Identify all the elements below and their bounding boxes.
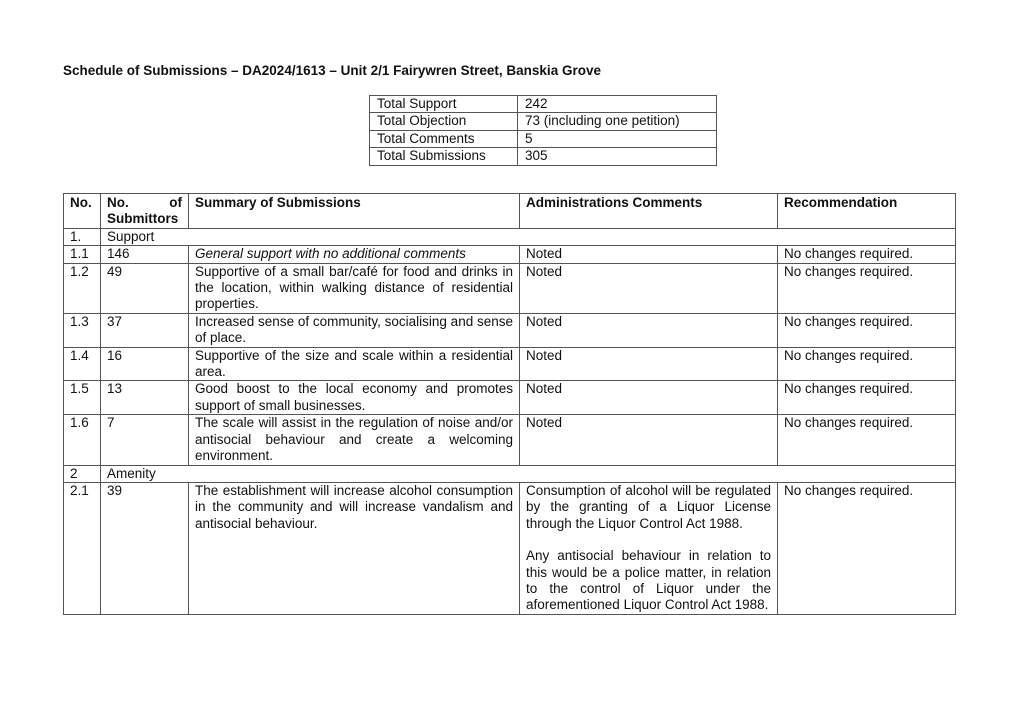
admin-comment-paragraph-2: Any antisocial behaviour in relation to this would be a police matter, in relation to the control of Liquor under the aforementioned Liquor Control Act 1988. (526, 548, 771, 613)
row-recommendation: No changes required. (778, 381, 956, 415)
table-row (64, 415, 956, 465)
totals-value: 305 (518, 148, 717, 165)
section-row (64, 465, 956, 482)
row-admin-comment: Noted (520, 347, 778, 381)
header-recommendation: Recommendation (778, 194, 956, 229)
table-row (64, 482, 956, 614)
totals-table (369, 95, 717, 166)
row-number: 1.2 (64, 263, 101, 313)
row-submitter-count: 13 (101, 381, 189, 415)
section-number: 1. (64, 228, 101, 245)
paragraph-spacer (526, 532, 771, 548)
row-recommendation: No changes required. (778, 313, 956, 347)
row-submitter-count: 49 (101, 263, 189, 313)
header-submitters-word-3: Submittors (107, 211, 179, 227)
section-row (64, 228, 956, 245)
totals-row (370, 130, 717, 147)
section-title: Amenity (101, 465, 956, 482)
row-submitter-count: 146 (101, 246, 189, 263)
row-admin-comment: Noted (520, 415, 778, 465)
totals-value: 73 (including one petition) (518, 113, 717, 130)
table-row (64, 263, 956, 313)
row-recommendation: No changes required. (778, 246, 956, 263)
totals-label: Total Submissions (370, 148, 518, 165)
table-row (64, 381, 956, 415)
table-row (64, 347, 956, 381)
row-number: 2.1 (64, 482, 101, 614)
totals-label: Total Support (370, 96, 518, 113)
header-submitters-word-1: No. (107, 195, 129, 210)
row-number: 1.1 (64, 246, 101, 263)
row-admin-comment: Noted (520, 313, 778, 347)
section-number: 2 (64, 465, 101, 482)
header-submitters-word-2: of (169, 195, 182, 210)
row-summary: The establishment will increase alcohol consumption in the community and will increase vandalism and antisocial behaviour. (189, 482, 520, 614)
header-no: No. (64, 194, 101, 229)
row-admin-comment (520, 482, 778, 614)
document-title: Schedule of Submissions – DA2024/1613 – Unit 2/1 Fairywren Street, Banskia Grove (63, 63, 601, 78)
row-number: 1.4 (64, 347, 101, 381)
row-recommendation: No changes required. (778, 263, 956, 313)
header-admin-comments: Administrations Comments (520, 194, 778, 229)
row-submitter-count: 16 (101, 347, 189, 381)
row-summary: General support with no additional comments (189, 246, 520, 263)
admin-comment-paragraph-1: Consumption of alcohol will be regulated by the granting of a Liquor License through the Liquor Control Act 1988. (526, 482, 771, 531)
row-summary: Increased sense of community, socialising and sense of place. (189, 313, 520, 347)
totals-label: Total Objection (370, 113, 518, 130)
row-summary: Supportive of a small bar/café for food and drinks in the location, within walking distance of residential properties. (189, 263, 520, 313)
row-summary: The scale will assist in the regulation of noise and/or antisocial behaviour and create a welcoming environment. (189, 415, 520, 465)
totals-row (370, 113, 717, 130)
row-number: 1.3 (64, 313, 101, 347)
table-row (64, 246, 956, 263)
totals-row (370, 148, 717, 165)
row-submitter-count: 37 (101, 313, 189, 347)
row-summary: Supportive of the size and scale within a residential area. (189, 347, 520, 381)
row-recommendation: No changes required. (778, 415, 956, 465)
row-recommendation: No changes required. (778, 482, 956, 614)
totals-row (370, 96, 717, 113)
row-admin-comment: Noted (520, 246, 778, 263)
row-submitter-count: 7 (101, 415, 189, 465)
row-recommendation: No changes required. (778, 347, 956, 381)
row-submitter-count: 39 (101, 482, 189, 614)
row-summary: Good boost to the local economy and promotes support of small businesses. (189, 381, 520, 415)
row-number: 1.6 (64, 415, 101, 465)
totals-value: 242 (518, 96, 717, 113)
row-admin-comment: Noted (520, 263, 778, 313)
totals-label: Total Comments (370, 130, 518, 147)
row-number: 1.5 (64, 381, 101, 415)
header-summary: Summary of Submissions (189, 194, 520, 229)
totals-value: 5 (518, 130, 717, 147)
submissions-table (63, 193, 956, 615)
row-admin-comment: Noted (520, 381, 778, 415)
header-submitters (101, 194, 189, 229)
table-header-row (64, 194, 956, 229)
section-title: Support (101, 228, 956, 245)
table-row (64, 313, 956, 347)
